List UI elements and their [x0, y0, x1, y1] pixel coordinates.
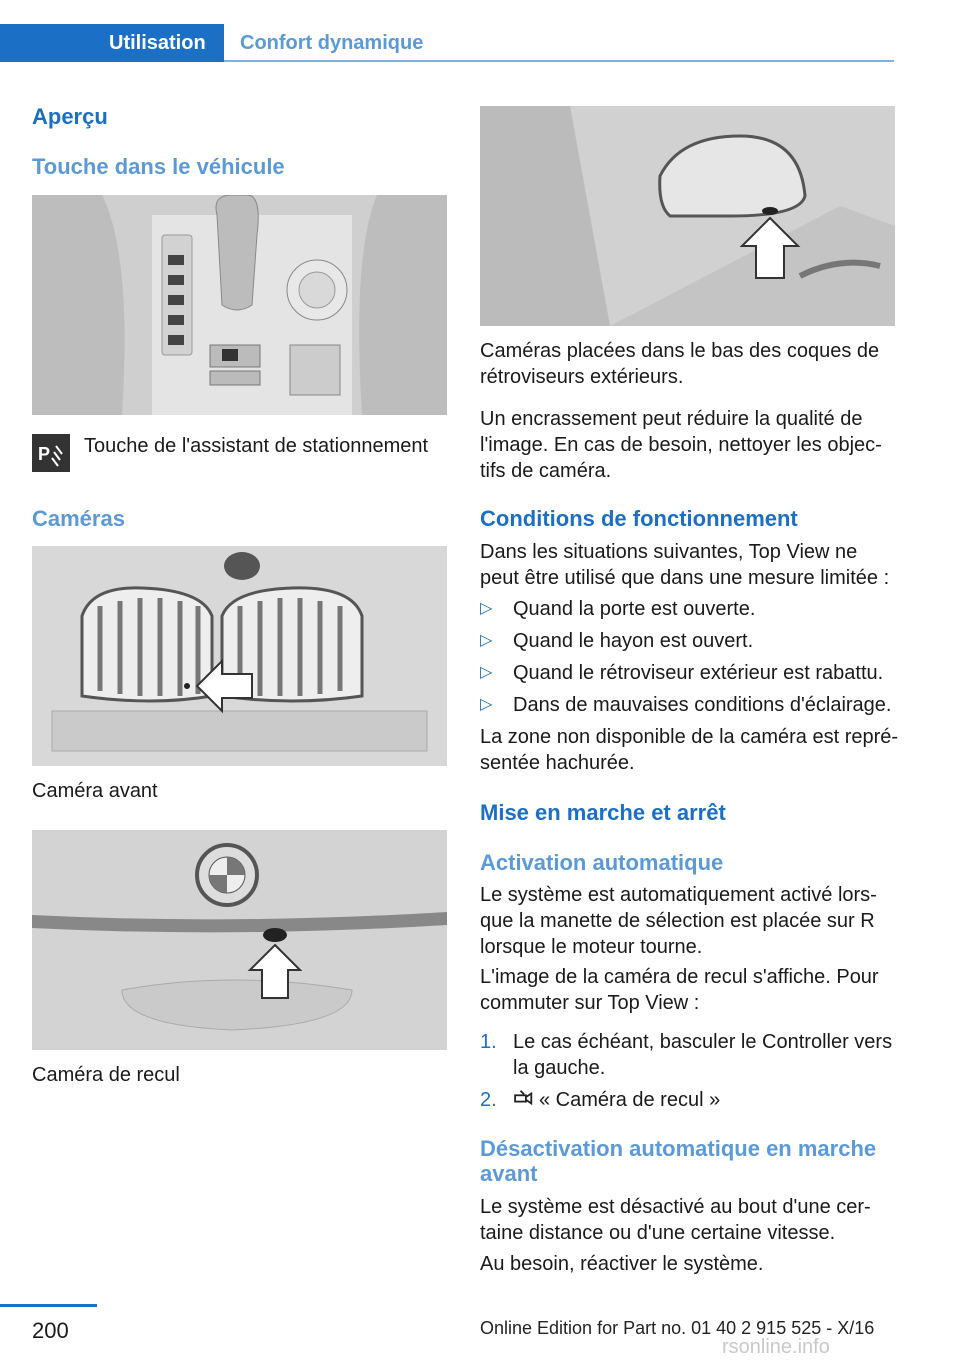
heading-deactivation: Désactivation automatique en marche avant	[480, 1136, 877, 1186]
page-number: 200	[32, 1318, 69, 1343]
list-item: ▷ Quand la porte est ouverte.	[480, 598, 756, 620]
parking-assistant-icon	[32, 434, 70, 472]
steps-list	[480, 1029, 900, 1120]
tab-utilisation[interactable]: Utilisation	[0, 24, 224, 62]
edition-text: Online Edition for Part no. 01 40 2 915 525 - X/16	[480, 1318, 875, 1338]
heading-mise-en-marche: Mise en marche et arrêt	[480, 800, 726, 825]
header-rule	[224, 60, 894, 62]
list-item: 2. « Caméra de recul »	[480, 1087, 900, 1114]
mirror-caption: Caméras placées dans le bas des coques de rétroviseurs extérieurs.	[480, 340, 880, 388]
heading-touche-vehicule: Touche dans le véhicule	[32, 154, 285, 179]
auto-paragraph: Le système est automatiquement activé lors-que la manette de sélection est placée sur R lorsque le moteur tourne.	[480, 884, 877, 958]
heading-activation-auto: Activation automatique	[480, 850, 724, 875]
watermark: rsonline.info	[722, 1336, 830, 1358]
conditions-intro: Dans les situations suivantes, Top View ne peut être utilisé que dans une mesure limitée :	[480, 541, 890, 589]
heading-apercu: Aperçu	[32, 104, 108, 129]
rear-camera-photo	[32, 830, 447, 1050]
list-item: 1. Le cas échéant, basculer le Controller vers la gauche.	[480, 1031, 893, 1079]
triangle-bullet-icon: ▷	[480, 600, 493, 617]
console-photo	[32, 195, 447, 415]
rear-image-paragraph: L'image de la caméra de recul s'affiche. Pour commuter sur Top View :	[480, 966, 879, 1014]
triangle-bullet-icon: ▷	[480, 696, 493, 713]
tab-confort-dynamique[interactable]: Confort dynamique	[240, 32, 424, 54]
rear-camera-caption: Caméra de recul	[32, 1064, 180, 1086]
deact-paragraph: Le système est désactivé au bout d'une cer-taine distance ou d'une certaine vitesse.	[480, 1196, 871, 1244]
mirror-photo	[480, 106, 895, 326]
dirt-paragraph: Un encrassement peut réduire la qualité de l'image. En cas de besoin, nettoyer les objec-tifs de caméra.	[480, 408, 882, 482]
conditions-list	[480, 596, 900, 724]
svg-text:P: P	[38, 444, 51, 464]
footer-rule	[0, 1304, 97, 1307]
chapter-header	[0, 0, 960, 62]
reactivate-paragraph: Au besoin, réactiver le système.	[480, 1253, 764, 1275]
hatched-paragraph: La zone non disponible de la caméra est repré-sentée hachurée.	[480, 726, 899, 774]
camera-icon	[513, 1088, 539, 1114]
list-item: ▷ Dans de mauvaises conditions d'éclairage.	[480, 694, 892, 716]
triangle-bullet-icon: ▷	[480, 664, 493, 681]
triangle-bullet-icon: ▷	[480, 632, 493, 649]
heading-cameras: Caméras	[32, 506, 125, 531]
list-item: ▷ Quand le hayon est ouvert.	[480, 630, 754, 652]
front-camera-caption: Caméra avant	[32, 780, 158, 802]
heading-conditions: Conditions de fonctionnement	[480, 506, 798, 531]
button-caption: Touche de l'assistant de stationnement	[84, 435, 429, 457]
list-item: ▷ Quand le rétroviseur extérieur est rabattu.	[480, 662, 884, 684]
front-grille-photo	[32, 546, 447, 766]
